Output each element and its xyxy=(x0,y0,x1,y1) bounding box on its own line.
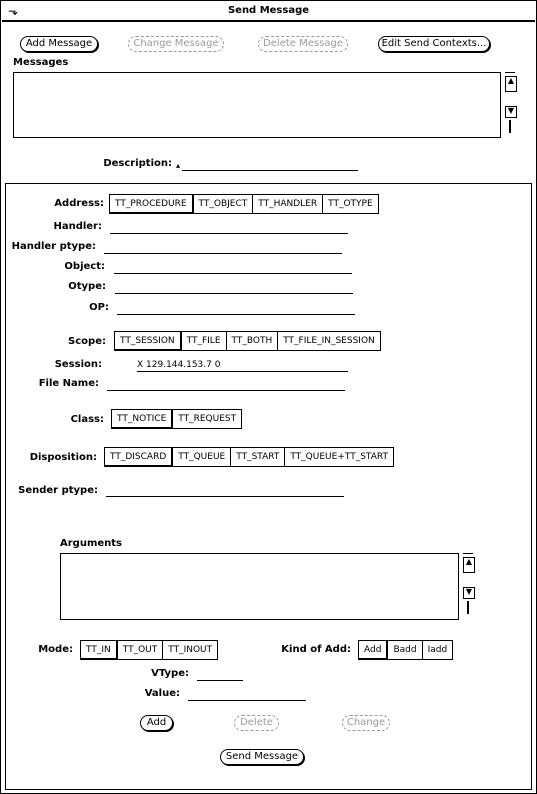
address-choice xyxy=(109,194,378,214)
handler-ptype-label: Handler ptype: xyxy=(11,241,96,252)
scope-tt-file-in-session[interactable]: TT_FILE_IN_SESSION xyxy=(277,331,381,351)
address-tt-object[interactable]: TT_OBJECT xyxy=(193,194,254,214)
mode-label: Mode: xyxy=(38,644,73,655)
arguments-scrollbar[interactable] xyxy=(463,553,473,618)
scope-tt-file[interactable]: TT_FILE xyxy=(181,331,227,351)
sender-ptype-label: Sender ptype: xyxy=(18,485,98,496)
session-label: Session: xyxy=(54,359,102,370)
handler-label: Handler: xyxy=(53,221,102,232)
object-label: Object: xyxy=(64,261,105,272)
scroll-top-cap xyxy=(463,553,473,554)
messages-scrollbar[interactable] xyxy=(505,72,515,136)
mode-tt-out[interactable]: TT_OUT xyxy=(117,640,164,660)
kind-of-add-label: Kind of Add: xyxy=(281,644,351,655)
add-argument-button[interactable]: Add xyxy=(140,715,173,731)
value-label: Value: xyxy=(144,688,180,699)
address-tt-handler[interactable]: TT_HANDLER xyxy=(252,194,323,214)
messages-list[interactable] xyxy=(13,72,501,138)
scroll-elevator[interactable] xyxy=(467,601,469,614)
class-label: Class: xyxy=(70,414,104,425)
disposition-choice xyxy=(104,447,393,467)
otype-label: Otype: xyxy=(68,281,106,292)
vtype-input[interactable] xyxy=(197,668,243,681)
caret-icon: ▴ xyxy=(176,161,181,170)
value-input[interactable] xyxy=(188,688,306,701)
op-input[interactable] xyxy=(117,302,355,315)
mode-tt-in[interactable]: TT_IN xyxy=(80,640,118,660)
arguments-label: Arguments xyxy=(60,538,123,549)
delete-message-button[interactable]: Delete Message xyxy=(258,36,348,52)
title-bar xyxy=(2,2,535,22)
window-menu-icon[interactable]: ⬎ xyxy=(8,4,19,18)
class-tt-request[interactable]: TT_REQUEST xyxy=(172,409,242,429)
session-input[interactable]: X 129.144.153.7 0 xyxy=(137,359,348,372)
disposition-tt-queue-start[interactable]: TT_QUEUE+TT_START xyxy=(284,447,394,467)
mode-choice xyxy=(80,640,217,660)
otype-input[interactable] xyxy=(115,281,353,294)
scroll-up-arrow-icon[interactable]: ▲ xyxy=(463,557,475,573)
handler-input[interactable] xyxy=(110,221,348,234)
mode-tt-inout[interactable]: TT_INOUT xyxy=(162,640,218,660)
kind-of-add-choice xyxy=(358,640,452,660)
change-argument-button[interactable]: Change xyxy=(342,715,390,731)
class-tt-notice[interactable]: TT_NOTICE xyxy=(111,409,173,429)
address-label: Address: xyxy=(54,198,104,209)
scroll-elevator[interactable] xyxy=(509,120,511,133)
kind-iadd[interactable]: Iadd xyxy=(422,640,454,660)
window-title: Send Message xyxy=(227,5,310,16)
kind-badd[interactable]: Badd xyxy=(387,640,422,660)
sender-ptype-input[interactable] xyxy=(106,484,344,497)
scope-label: Scope: xyxy=(68,336,106,347)
scroll-down-arrow-icon[interactable]: ▼ xyxy=(463,587,475,599)
address-tt-otype[interactable]: TT_OTYPE xyxy=(322,194,379,214)
address-tt-procedure[interactable]: TT_PROCEDURE xyxy=(109,194,194,214)
change-message-button[interactable]: Change Message xyxy=(128,36,224,52)
scope-choice xyxy=(114,331,380,351)
scroll-top-cap xyxy=(505,72,515,73)
disposition-label: Disposition: xyxy=(29,452,97,463)
delete-argument-button[interactable]: Delete xyxy=(234,715,279,731)
add-message-button[interactable]: Add Message xyxy=(20,36,98,52)
file-name-input[interactable] xyxy=(107,378,345,391)
messages-label: Messages xyxy=(13,57,69,68)
arguments-list[interactable] xyxy=(60,553,459,620)
disposition-tt-discard[interactable]: TT_DISCARD xyxy=(104,447,173,467)
disposition-tt-queue[interactable]: TT_QUEUE xyxy=(172,447,231,467)
file-name-label: File Name: xyxy=(38,378,99,389)
description-label: Description: xyxy=(103,158,172,169)
scope-tt-session[interactable]: TT_SESSION xyxy=(114,331,182,351)
handler-ptype-input[interactable] xyxy=(104,241,342,254)
send-message-button[interactable]: Send Message xyxy=(220,749,304,765)
op-label: OP: xyxy=(89,302,109,313)
scroll-up-arrow-icon[interactable]: ▲ xyxy=(505,76,517,92)
vtype-label: VType: xyxy=(151,668,189,679)
scope-tt-both[interactable]: TT_BOTH xyxy=(226,331,279,351)
object-input[interactable] xyxy=(114,261,352,274)
class-choice xyxy=(111,409,241,429)
disposition-tt-start[interactable]: TT_START xyxy=(230,447,285,467)
description-input[interactable] xyxy=(182,158,358,171)
kind-add[interactable]: Add xyxy=(358,640,388,660)
scroll-down-arrow-icon[interactable]: ▼ xyxy=(505,106,517,118)
edit-send-contexts-button[interactable]: Edit Send Contexts... xyxy=(378,36,490,52)
